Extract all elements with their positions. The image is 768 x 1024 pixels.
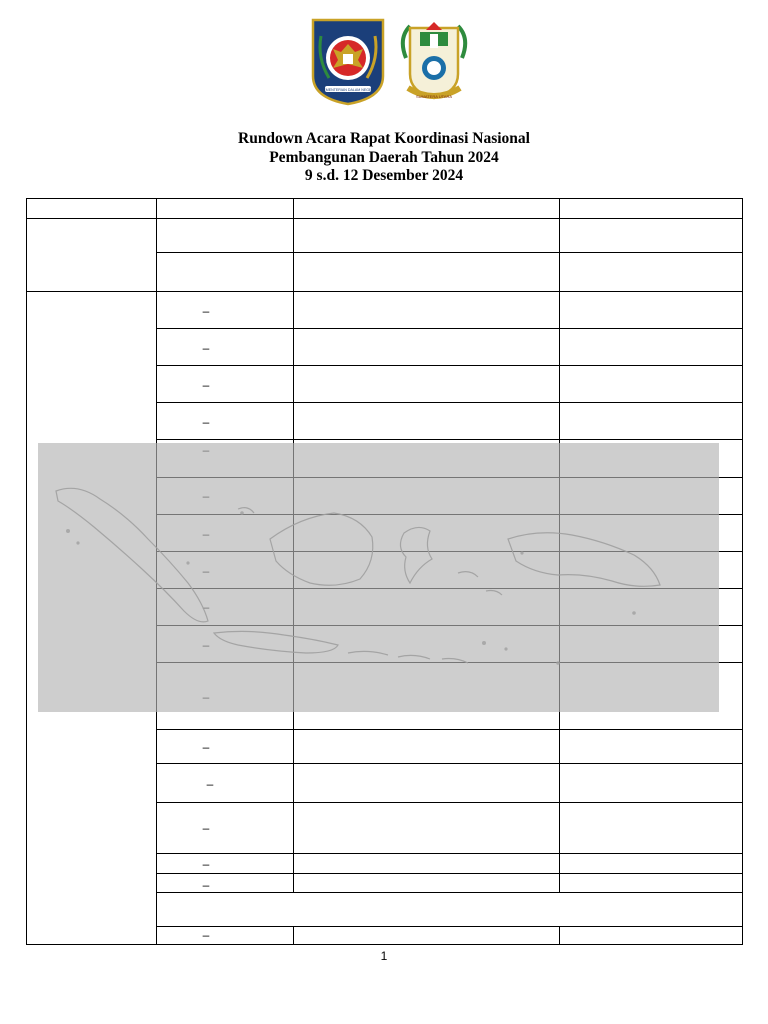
time-dash: – <box>202 304 210 318</box>
time-dash: – <box>202 415 210 429</box>
time-dash: – <box>202 928 210 942</box>
left-logo-caption: KEMENTERIAN DALAM NEGERI <box>320 88 376 92</box>
time-dash: – <box>202 740 210 754</box>
time-dash: – <box>202 378 210 392</box>
title-line-3: 9 s.d. 12 Desember 2024 <box>304 167 464 184</box>
time-dash: – <box>202 821 210 835</box>
title-line-2: Pembangunan Daerah Tahun 2024 <box>269 148 499 166</box>
time-dash: – <box>202 857 210 871</box>
indonesia-map-watermark <box>38 443 719 712</box>
document-title <box>0 130 768 186</box>
title-line-1: Rundown Acara Rapat Koordinasi Nasional <box>238 130 530 147</box>
right-logo-caption: SUMATERA UTARA <box>415 94 453 99</box>
time-dash: – <box>206 777 214 791</box>
time-dash: – <box>202 878 210 892</box>
header-logos <box>0 18 768 108</box>
time-dash: – <box>202 341 210 355</box>
kemendagri-emblem-icon <box>311 18 385 106</box>
page-number: 1 <box>380 949 388 963</box>
north-sumatra-provincial-crest-icon <box>396 18 472 106</box>
